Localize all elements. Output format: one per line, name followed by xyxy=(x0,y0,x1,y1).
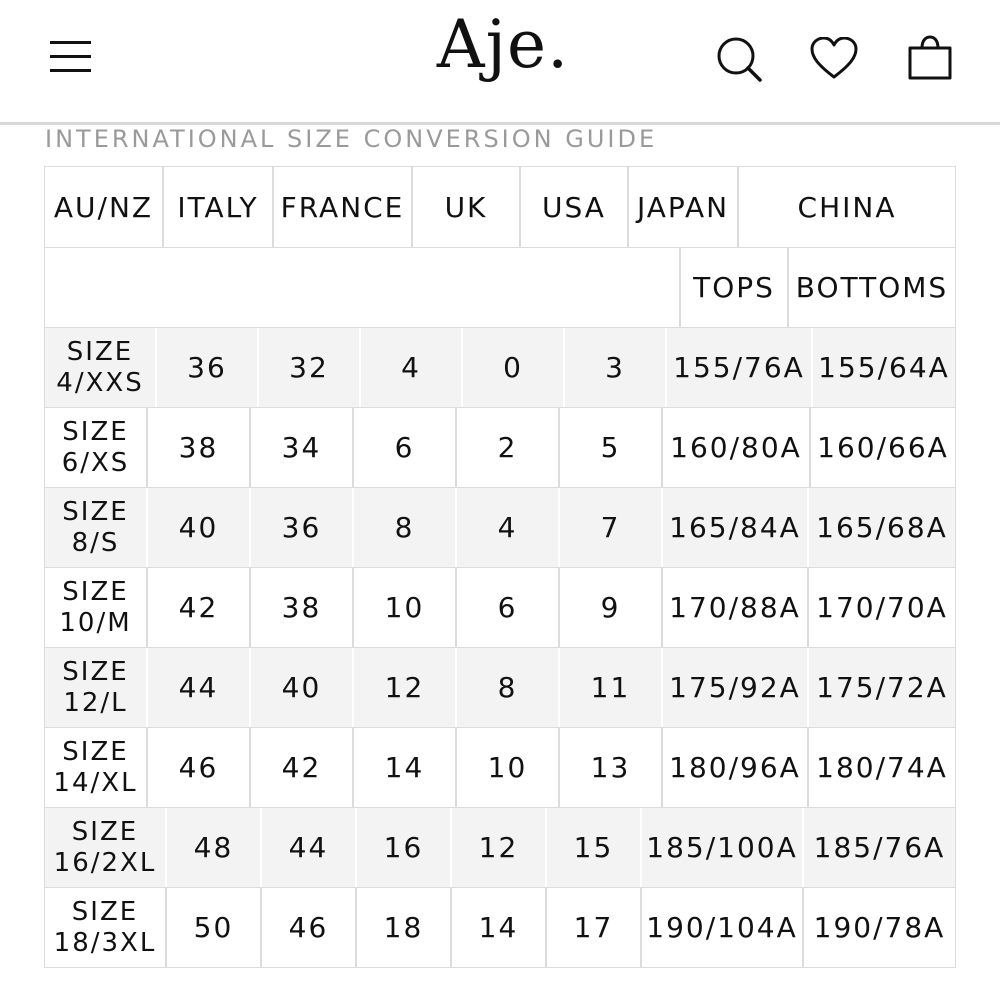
size-value-japan-cn-tops: 170/88A xyxy=(663,568,809,647)
size-value-italy: 38 xyxy=(251,568,354,647)
size-value-uk: 8 xyxy=(457,648,560,727)
size-value-china-bottoms: 180/74A xyxy=(816,751,948,784)
table-row xyxy=(44,568,956,648)
table-row xyxy=(44,408,956,488)
column-header-japan: JAPAN xyxy=(629,167,739,247)
size-label-line: 6/XS xyxy=(61,447,130,478)
size-label-line: 10/M xyxy=(59,607,132,638)
size-label-line: SIZE xyxy=(62,656,129,687)
size-value-japan-cn-tops: 155/76A xyxy=(667,328,813,407)
table-row xyxy=(44,888,956,968)
column-header-uk: UK xyxy=(413,167,521,247)
size-label-cell xyxy=(45,728,148,807)
column-header-france: FRANCE xyxy=(274,167,413,247)
size-value-usa: 7 xyxy=(560,488,663,567)
size-value-france: 16 xyxy=(357,808,452,887)
size-value-italy: 44 xyxy=(262,808,357,887)
size-value-france: 10 xyxy=(354,568,457,647)
size-label-cell xyxy=(45,328,157,407)
size-value-uk: 10 xyxy=(457,728,560,807)
subheader-spacer xyxy=(45,248,681,327)
table-row xyxy=(44,328,956,408)
size-rows xyxy=(44,328,956,968)
size-value-au-nz: 36 xyxy=(157,328,259,407)
column-header-italy: ITALY xyxy=(164,167,274,247)
size-label-cell xyxy=(45,568,148,647)
size-label-line: SIZE xyxy=(66,336,134,367)
column-header-usa: USA xyxy=(521,167,629,247)
column-header-au-nz: AU/NZ xyxy=(45,167,164,247)
shopping-bag-icon[interactable] xyxy=(906,34,954,82)
size-value-italy: 34 xyxy=(251,408,354,487)
size-value-usa: 3 xyxy=(565,328,667,407)
size-value-usa: 11 xyxy=(560,648,663,727)
size-value-uk: 12 xyxy=(452,808,547,887)
size-value-france: 6 xyxy=(354,408,457,487)
size-value-france: 18 xyxy=(357,888,452,967)
size-value-au-nz: 42 xyxy=(148,568,251,647)
size-label-cell xyxy=(45,648,148,727)
brand-logo-text: Aje. xyxy=(436,6,570,83)
size-label-cell xyxy=(45,488,148,567)
size-label-line: 8/S xyxy=(71,527,120,558)
size-label-cell xyxy=(45,408,148,487)
size-value-japan-cn-tops: 180/96A xyxy=(663,728,809,807)
size-label-cell xyxy=(45,888,167,967)
table-header-row xyxy=(44,166,956,248)
size-value-china-bottoms: 160/66A xyxy=(817,431,949,464)
size-value-japan-cn-tops: 160/80A xyxy=(663,408,811,487)
size-label-line: SIZE xyxy=(71,816,139,847)
size-label-line: 18/3XL xyxy=(53,927,157,958)
size-value-uk: 4 xyxy=(457,488,560,567)
page-title: INTERNATIONAL SIZE CONVERSION GUIDE xyxy=(45,125,658,153)
size-value-china-bottoms: 185/76A xyxy=(813,831,946,864)
size-conversion-table xyxy=(44,166,956,968)
size-value-france: 4 xyxy=(361,328,463,407)
size-label-line: SIZE xyxy=(62,736,129,767)
size-value-usa: 9 xyxy=(560,568,663,647)
size-value-au-nz: 50 xyxy=(167,888,262,967)
size-label-line: SIZE xyxy=(62,416,129,447)
size-value-france: 8 xyxy=(354,488,457,567)
table-row xyxy=(44,808,956,888)
size-value-china-bottoms: 155/64A xyxy=(818,351,950,384)
search-icon[interactable] xyxy=(716,36,764,84)
size-value-au-nz: 46 xyxy=(148,728,251,807)
size-value-au-nz: 38 xyxy=(148,408,251,487)
size-value-italy: 32 xyxy=(259,328,361,407)
size-value-japan-cn-tops: 185/100A xyxy=(642,808,804,887)
size-label-cell xyxy=(45,808,167,887)
size-value-china-bottoms: 170/70A xyxy=(816,591,948,624)
china-subheader-row xyxy=(44,248,956,328)
size-label-line: SIZE xyxy=(62,496,129,527)
size-label-line: 4/XXS xyxy=(56,367,144,398)
size-value-japan-cn-tops: 190/104A xyxy=(642,888,804,967)
size-value-japan-cn-tops: 175/92A xyxy=(663,648,809,727)
size-value-china-bottoms: 190/78A xyxy=(813,911,946,944)
size-label-line: SIZE xyxy=(62,576,129,607)
size-value-uk: 0 xyxy=(463,328,565,407)
size-value-china-bottoms: 175/72A xyxy=(816,671,948,704)
size-value-italy: 46 xyxy=(262,888,357,967)
size-value-japan-cn-tops: 165/84A xyxy=(663,488,809,567)
size-value-france: 12 xyxy=(354,648,457,727)
size-value-usa: 13 xyxy=(560,728,663,807)
size-label-line: 14/XL xyxy=(53,767,138,798)
size-label-line: 12/L xyxy=(63,687,128,718)
size-value-uk: 14 xyxy=(452,888,547,967)
column-header-china: CHINA xyxy=(797,190,897,224)
size-value-uk: 6 xyxy=(457,568,560,647)
size-value-au-nz: 40 xyxy=(148,488,251,567)
heart-icon[interactable] xyxy=(810,37,858,81)
table-row xyxy=(44,728,956,808)
size-value-au-nz: 48 xyxy=(167,808,262,887)
table-row xyxy=(44,648,956,728)
table-row xyxy=(44,488,956,568)
size-value-italy: 36 xyxy=(251,488,354,567)
size-label-line: SIZE xyxy=(71,896,139,927)
size-label-line: 16/2XL xyxy=(53,847,157,878)
china-tops-header: TOPS xyxy=(681,248,789,327)
size-value-usa: 5 xyxy=(560,408,663,487)
size-value-usa: 17 xyxy=(547,888,642,967)
size-value-uk: 2 xyxy=(457,408,560,487)
size-value-france: 14 xyxy=(354,728,457,807)
size-value-usa: 15 xyxy=(547,808,642,887)
china-bottoms-header: BOTTOMS xyxy=(795,271,949,304)
size-value-china-bottoms: 165/68A xyxy=(816,511,948,544)
size-value-italy: 40 xyxy=(251,648,354,727)
size-value-au-nz: 44 xyxy=(148,648,251,727)
size-value-italy: 42 xyxy=(251,728,354,807)
site-header xyxy=(0,0,1000,122)
